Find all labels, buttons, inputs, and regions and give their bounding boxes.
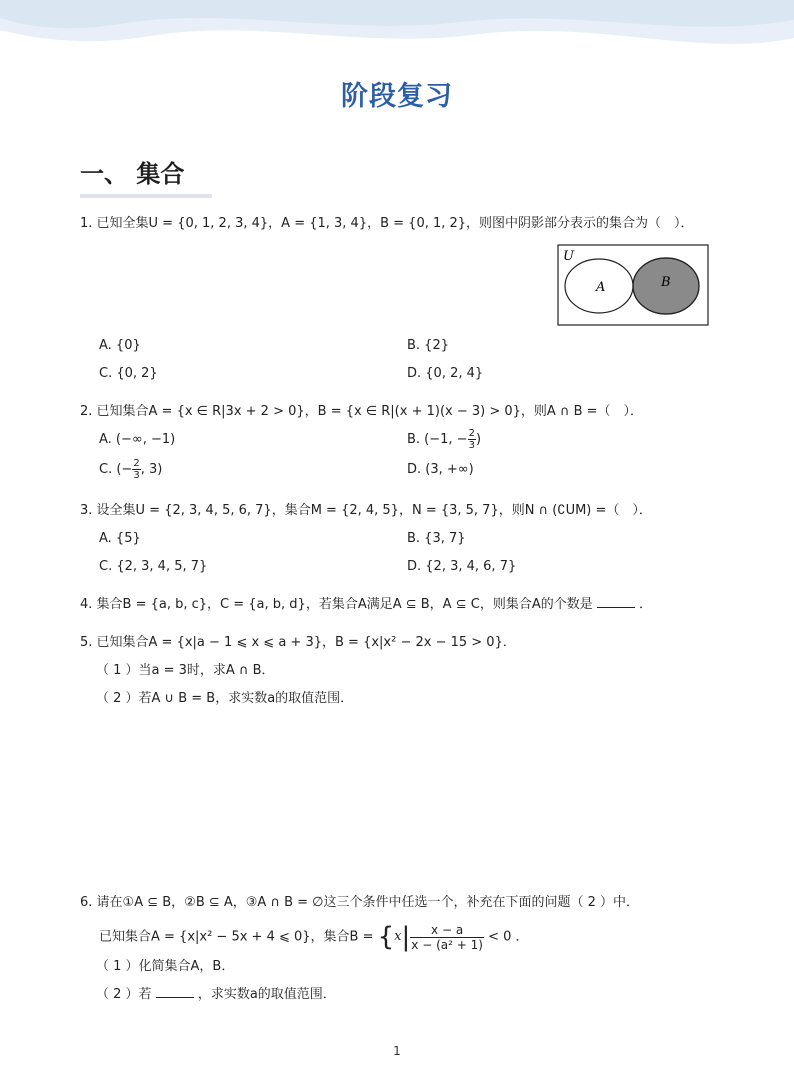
q6-line-2 <box>99 920 529 955</box>
fraction-numerator: 2 <box>133 458 140 469</box>
question-3-stem: 3. 设全集U = {2, 3, 4, 5, 6, 7}，集合M = {2, 4, 5}，N = {3, 5, 7}，则N ∩ (∁UM) =（ ）． <box>80 503 652 518</box>
q2-option-a: A. (−∞, −1) <box>99 432 176 447</box>
q6-line-2-text: 已知集合A = {x|x² − 5x + 4 ⩽ 0}，集合B = <box>99 929 378 945</box>
question-1-stem: 1. 已知全集U = {0, 1, 2, 3, 4}，A = {1, 3, 4}，B = {0, 1, 2}，则图中阴影部分表示的集合为（ ）． <box>80 216 694 231</box>
q2-option-c-prefix: C. (− <box>99 462 133 477</box>
question-2-stem: 2. 已知集合A = {x ∈ R|3x + 2 > 0}，B = {x ∈ R|(x + 1)(x − 3) > 0}，则A ∩ B =（ ）． <box>80 404 644 419</box>
variable-x: x <box>394 929 402 944</box>
q5-part-2: （ 2 ）若A ∪ B = B，求实数a的取值范围． <box>96 691 354 706</box>
q2-option-c-fraction <box>132 458 140 481</box>
venn-label-u: U <box>563 249 574 264</box>
venn-label-b: B <box>661 275 671 290</box>
q6-line-2-end: < 0 ． <box>488 929 529 945</box>
question-5-stem: 5. 已知集合A = {x|a − 1 ⩽ x ⩽ a + 3}，B = {x|x² − 2x − 15 > 0}． <box>80 635 516 650</box>
section-underline <box>80 194 212 198</box>
q2-option-b <box>407 428 481 452</box>
q2-option-b-suffix: ) <box>475 432 482 447</box>
page-number: 1 <box>393 1044 401 1058</box>
fraction-numerator: 2 <box>468 428 475 439</box>
q2-option-d: D. (3, +∞) <box>407 462 474 477</box>
fraction-denominator: 3 <box>468 440 475 451</box>
q1-option-a: A. {0} <box>99 338 141 353</box>
q4-stem-end: ． <box>639 597 653 612</box>
q6-part-2-prefix: （ 2 ）若 <box>96 987 152 1002</box>
fraction-numerator: x − a <box>410 923 484 938</box>
venn-label-a: A <box>596 280 606 295</box>
q2-option-c <box>99 458 162 482</box>
q3-option-b: B. {3, 7} <box>407 531 466 546</box>
fraction-denominator: 3 <box>133 470 140 481</box>
q5-part-1: （ 1 ）当a = 3时，求A ∩ B． <box>96 663 275 678</box>
q6-part-2-suffix: ，求实数a的取值范围． <box>197 987 336 1002</box>
question-4-stem <box>80 595 652 615</box>
answer-blank[interactable] <box>597 595 635 608</box>
q2-option-b-prefix: B. (−1, − <box>407 432 468 447</box>
q3-option-c: C. {2, 3, 4, 5, 7} <box>99 559 208 574</box>
q4-stem-text: 4. 集合B = {a, b, c}，C = {a, b, d}，若集合A满足A ⊆ B，A ⊆ C，则集合A的个数是 <box>80 597 593 612</box>
q6-part-1: （ 1 ）化简集合A，B． <box>96 959 235 974</box>
q1-option-d: D. {0, 2, 4} <box>407 366 484 381</box>
q2-option-b-fraction <box>468 428 476 451</box>
q3-option-a: A. {5} <box>99 531 141 546</box>
q6-part-2 <box>96 985 336 1005</box>
set-bar: | <box>401 922 411 952</box>
q2-option-c-suffix: , 3) <box>140 462 163 477</box>
fraction-denominator: x − (a² + 1) <box>411 937 483 952</box>
section-title: 一、 集合 <box>80 160 185 188</box>
q1-option-b: B. {2} <box>407 338 449 353</box>
question-6-stem: 6. 请在①A ⊆ B，②B ⊆ A，③A ∩ B = ∅这三个条件中任选一个，补充在下面的问题（ 2 ）中． <box>80 895 640 910</box>
brace-open: { <box>377 922 395 952</box>
page-title: 阶段复习 <box>341 81 453 112</box>
q1-option-c: C. {0, 2} <box>99 366 158 381</box>
q3-option-d: D. {2, 3, 4, 6, 7} <box>407 559 517 574</box>
q6-fraction <box>410 923 484 952</box>
answer-blank[interactable] <box>156 985 194 998</box>
header-wave-banner <box>0 0 794 70</box>
venn-diagram <box>557 244 709 326</box>
